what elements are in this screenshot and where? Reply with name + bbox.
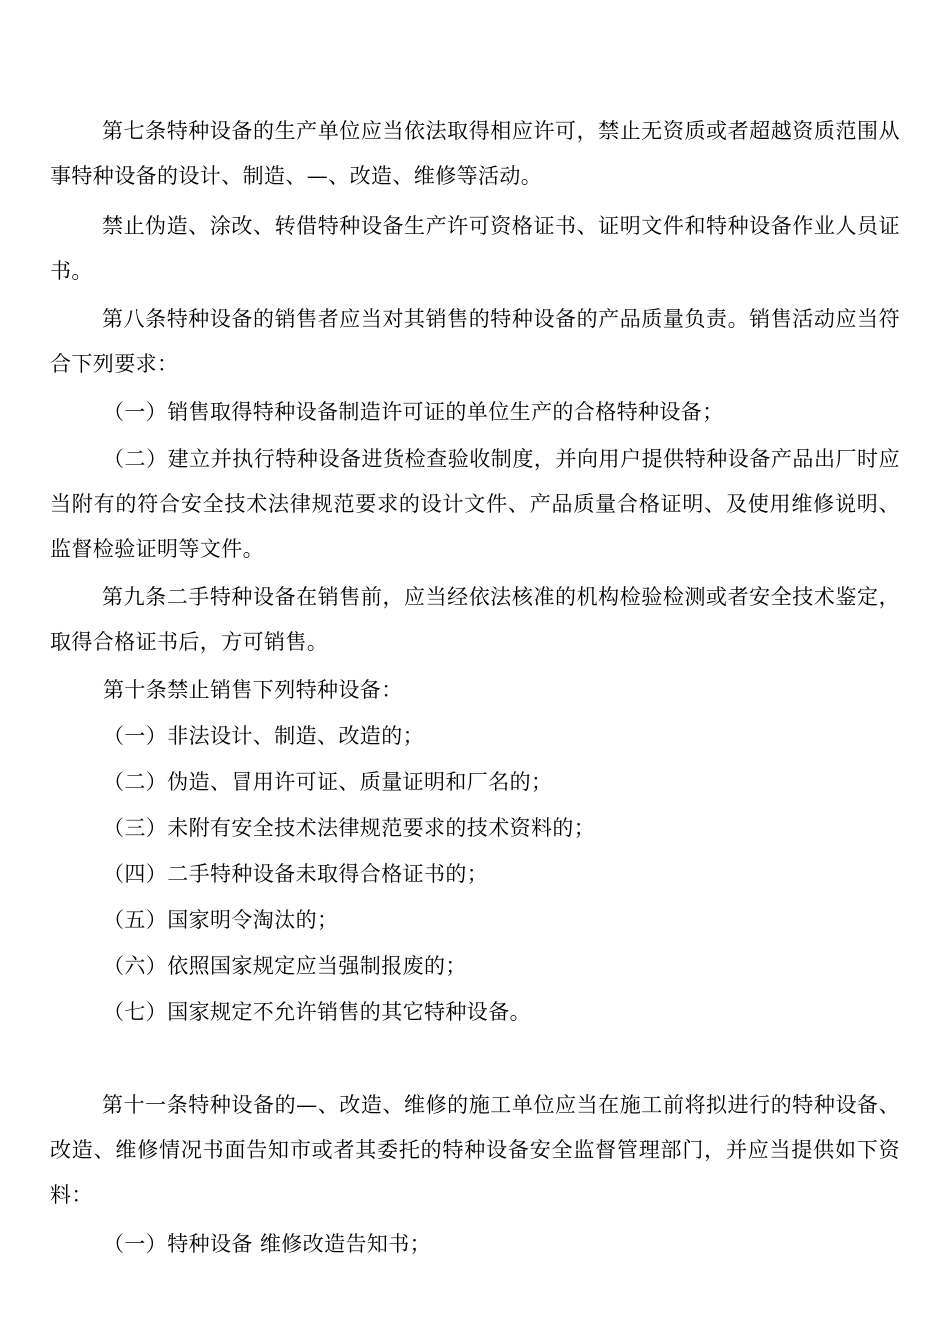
article-7-prohibition-paragraph: 禁止伪造、涂改、转借特种设备生产许可资格证书、证明文件和特种设备作业人员证书。 bbox=[50, 214, 900, 283]
article-10-item-1: （一）非法设计、制造、改造的； bbox=[103, 724, 424, 748]
article-8-item-2: （二）建立并执行特种设备进货检查验收制度，并向用户提供特种设备产品出厂时应当附有的符合安全技术法律规范要求的设计文件、产品质量合格证明、及使用维修说明、监督检验证明等文件。 bbox=[50, 447, 900, 561]
article-10-item-4: （四）二手特种设备未取得合格证书的； bbox=[103, 862, 489, 886]
article-11-paragraph: 第十一条特种设备的—、改造、维修的施工单位应当在施工前将拟进行的特种设备、改造、维修情况书面告知市或者其委托的特种设备安全监督管理部门，并应当提供如下资料： bbox=[50, 1093, 900, 1207]
article-10-item-6: （六）依照国家规定应当强制报废的； bbox=[103, 954, 467, 978]
article-10-item-5: （五）国家明令淘汰的； bbox=[103, 908, 339, 932]
article-10-item-2: （二）伪造、冒用许可证、质量证明和厂名的； bbox=[103, 770, 553, 794]
article-8-item-1: （一）销售取得特种设备制造许可证的单位生产的合格特种设备； bbox=[103, 400, 724, 424]
article-11-item-1: （一）特种设备 维修改造告知书； bbox=[103, 1232, 432, 1256]
article-8-paragraph: 第八条特种设备的销售者应当对其销售的特种设备的产品质量负责。销售活动应当符合下列要求： bbox=[50, 307, 900, 376]
article-10-paragraph: 第十条禁止销售下列特种设备： bbox=[103, 678, 403, 702]
article-7-paragraph: 第七条特种设备的生产单位应当依法取得相应许可，禁止无资质或者超越资质范围从事特种设备的设计、制造、—、改造、维修等活动。 bbox=[50, 119, 900, 188]
article-10-item-7: （七）国家规定不允许销售的其它特种设备。 bbox=[103, 1000, 531, 1024]
article-9-paragraph: 第九条二手特种设备在销售前，应当经依法核准的机构检验检测或者安全技术鉴定，取得合格证书后，方可销售。 bbox=[50, 585, 900, 654]
article-10-item-3: （三）未附有安全技术法律规范要求的技术资料的； bbox=[103, 816, 596, 840]
